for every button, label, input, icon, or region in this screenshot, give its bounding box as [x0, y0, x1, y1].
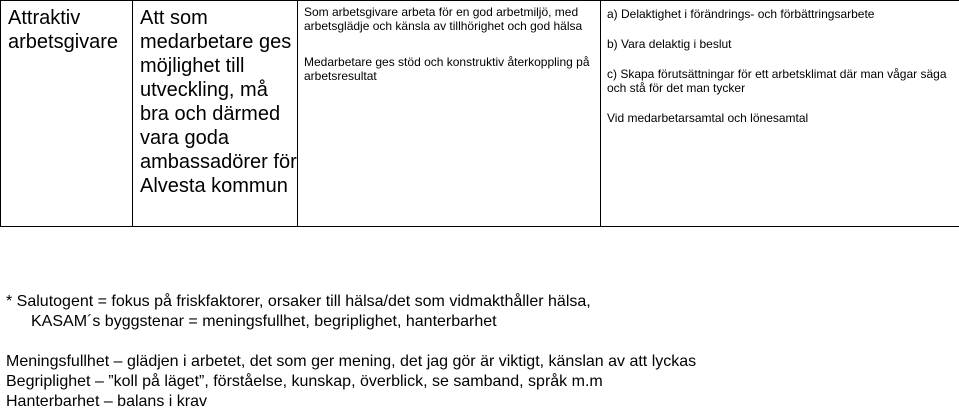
note-meningsfullhet: Meningsfullhet – glädjen i arbetet, det som ger mening, det jag gör är viktigt, känslan av att lyckas [6, 353, 697, 370]
cell-commitments [298, 1, 601, 227]
goal-area-text: Attraktiv arbetsgivare [8, 7, 119, 53]
action-item: Vid medarbetarsamtal och lönesamtal [607, 111, 809, 125]
note-hanterbarhet: Hanterbarhet – balans i krav [6, 393, 207, 410]
commitment-item: Medarbetare ges stöd och konstruktiv återkoppling på arbetsresultat [304, 55, 590, 83]
goal-description-text: Att som medarbetare ges möjlighet till utveckling, må bra och därmed vara goda ambassadörer för Alvesta kommun [140, 7, 297, 197]
table-row [1, 1, 959, 227]
action-item: c) Skapa förutsättningar för ett arbetsklimat där man vågar säga och stå för det man tycker [607, 67, 947, 95]
note-begriplighet: Begriplighet – ”koll på läget”, förståelse, kunskap, överblick, se samband, språk m.m [6, 373, 603, 390]
action-item: b) Vara delaktig i beslut [607, 37, 732, 51]
cell-goal-description [133, 1, 298, 227]
note-kasam: KASAM´s byggstenar = meningsfullhet, begriplighet, hanterbarhet [31, 313, 497, 330]
cell-actions [601, 1, 959, 227]
footnotes [6, 292, 696, 412]
note-salutogent: * Salutogent = fokus på friskfaktorer, orsaker till hälsa/det som vidmakthåller hälsa, [6, 293, 591, 310]
cell-goal-area [1, 1, 133, 227]
action-item: a) Delaktighet i förändrings- och förbättringsarbete [607, 7, 875, 21]
commitment-item: Som arbetsgivare arbeta för en god arbetmiljö, med arbetsglädje och känsla av tillhörighet och god hälsa [304, 5, 583, 33]
